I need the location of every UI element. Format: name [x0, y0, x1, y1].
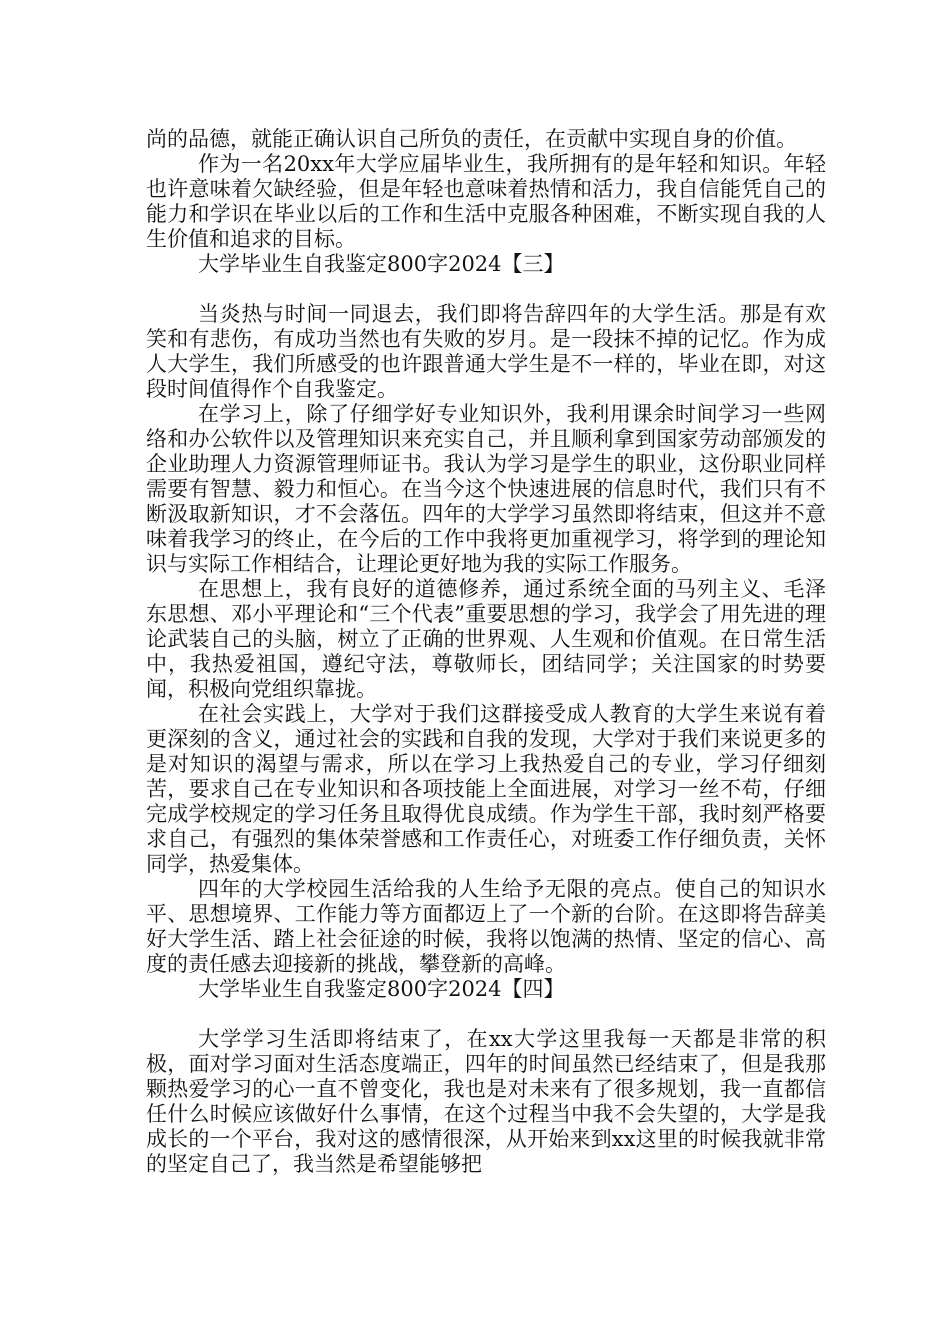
paragraph-3: 当炎热与时间一同退去，我们即将告辞四年的大学生活。那是有欢笑和有悲伤，有成功当然也有失败的岁月。是一段抹不掉的记忆。作为成人大学生，我们所感受的也许跟普通大学生是不一样的，毕业在即，对这段时间值得作个自我鉴定。 [146, 302, 826, 401]
paragraph-5: 在思想上，我有良好的道德修养，通过系统全面的马列主义、毛泽东思想、邓小平理论和“三个代表”重要思想的学习，我学会了用先进的理论武装自己的头脑，树立了正确的世界观、人生观和价值观。在日常生活中，我热爱祖国，遵纪守法，尊敬师长，团结同学；关注国家的时势要闻，积极向党组织靠拢。 [146, 577, 826, 701]
blank-line [146, 277, 826, 302]
paragraph-6: 在社会实践上，大学对于我们这群接受成人教育的大学生来说有着更深刻的含义，通过社会的实践和自我的发现，大学对于我们来说更多的是对知识的渴望与需求，所以在学习上我热爱自己的专业，学习仔细刻苦，要求自己在专业知识和各项技能上全面进展，对学习一丝不苟，仔细完成学校规定的学习任务且取得优良成绩。作为学生干部，我时刻严格要求自己，有强烈的集体荣誉感和工作责任心，对班委工作仔细负责，关怀同学，热爱集体。 [146, 702, 826, 876]
paragraph-2: 作为一名20xx年大学应届毕业生，我所拥有的是年轻和知识。年轻也许意味着欠缺经验，但是年轻也意味着热情和活力，我自信能凭自己的能力和学识在毕业以后的工作和生活中克服各种困难，不断实现自我的人生价值和追求的目标。 [146, 152, 826, 251]
paragraph-8: 大学学习生活即将结束了，在xx大学这里我每一天都是非常的积极，面对学习面对生活态度端正，四年的时间虽然已经结束了，但是我那颗热爱学习的心一直不曾变化，我也是对未来有了很多规划，我一直都信任什么时候应该做好什么事情，在这个过程当中我不会失望的，大学是我成长的一个平台，我对这的感情很深，从开始来到xx这里的时候我就非常的坚定自己了，我当然是希望能够把 [146, 1027, 826, 1176]
section-heading-1: 大学毕业生自我鉴定800字2024【三】 [198, 252, 565, 276]
paragraph-4: 在学习上，除了仔细学好专业知识外，我利用课余时间学习一些网络和办公软件以及管理知识来充实自己，并且顺利拿到国家劳动部颁发的企业助理人力资源管理师证书。我认为学习是学生的职业，这份职业同样需要有智慧、毅力和恒心。在当今这个快速进展的信息时代，我们只有不断汲取新知识，才不会落伍。四年的大学学习虽然即将结束，但这并不意味着我学习的终止，在今后的工作中我将更加重视学习，将学到的理论知识与实际工作相结合，让理论更好地为我的实际工作服务。 [146, 402, 826, 576]
section-heading-2: 大学毕业生自我鉴定800字2024【四】 [198, 977, 565, 1001]
paragraph-1: 尚的品德，就能正确认识自己所负的责任，在贡献中实现自身的价值。 [146, 127, 797, 151]
blank-line [146, 1002, 826, 1027]
document-body [146, 127, 826, 1177]
paragraph-7: 四年的大学校园生活给我的人生给予无限的亮点。使自己的知识水平、思想境界、工作能力等方面都迈上了一个新的台阶。在这即将告辞美好大学生活、踏上社会征途的时候，我将以饱满的热情、坚定的信心、高度的责任感去迎接新的挑战，攀登新的高峰。 [146, 877, 826, 976]
